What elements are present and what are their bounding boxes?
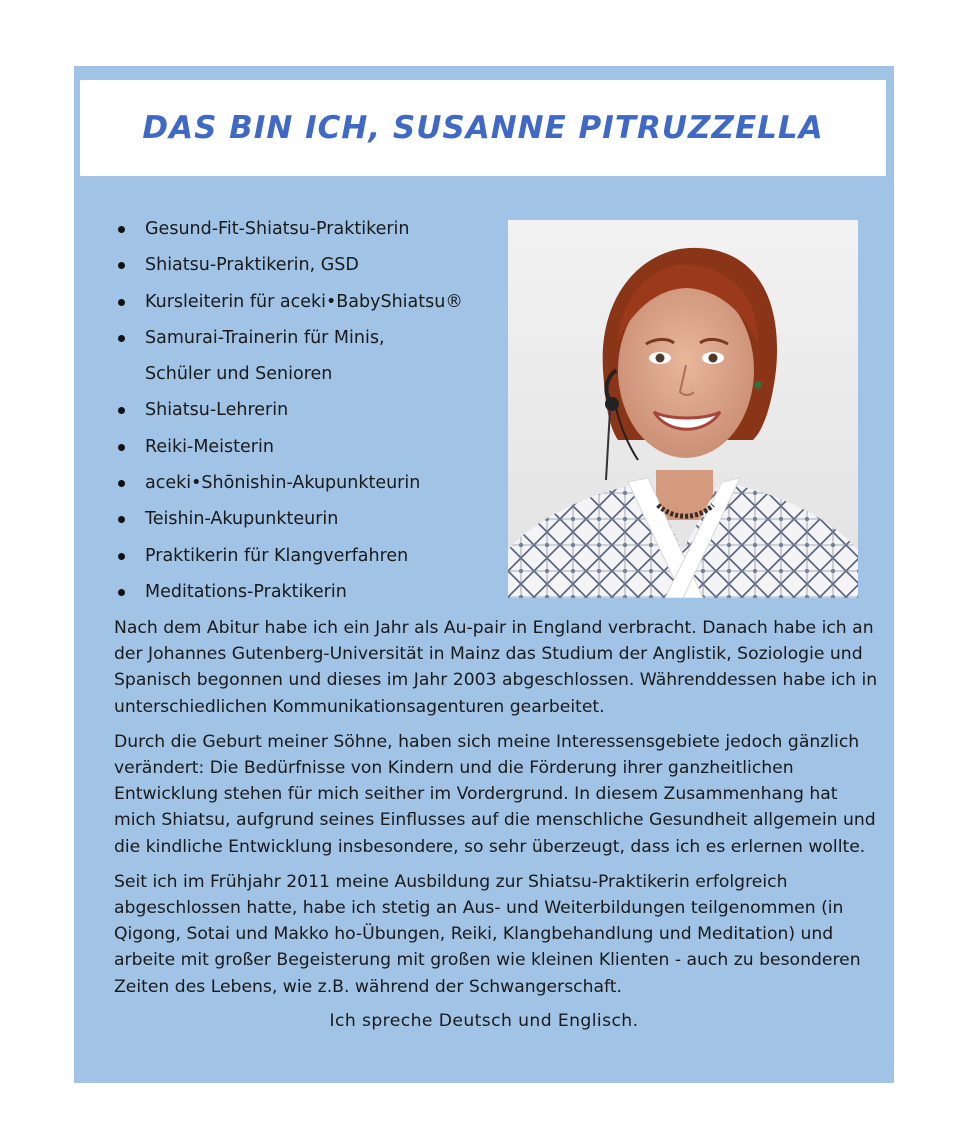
qualification-text: Meditations-Praktikerin — [145, 581, 347, 602]
qualification-text: Gesund-Fit-Shiatsu-Praktikerin — [145, 219, 410, 239]
list-item — [114, 465, 504, 501]
qualification-text: Kursleiterin für aceki•BabyShiatsu® — [145, 291, 463, 312]
qualification-text: Teishin-Akupunkteurin — [145, 509, 339, 530]
bullet-icon — [118, 407, 125, 414]
list-item — [114, 284, 504, 320]
list-item — [114, 320, 455, 393]
portrait-photo — [508, 220, 858, 598]
qualification-text: Praktikerin für Klangverfahren — [145, 545, 409, 566]
bio-paragraph: Nach dem Abitur habe ich ein Jahr als Au-pair in England verbracht. Danach habe ich an der Johannes Gutenberg-Universität in Mainz das Studium der Anglistik, Soziologie und Spanisch begonnen und dieses im Jahr 2003 abgeschlossen. Währenddessen habe ich in unterschiedlichen Kommunikationsagenturen gearbeitet. — [114, 618, 878, 717]
qualification-text: Samurai-Trainerin für Minis, Schüler und Senioren — [145, 327, 385, 385]
bullet-icon — [118, 262, 125, 269]
page-title: DAS BIN ICH, SUSANNE PITRUZZELLA — [142, 110, 824, 146]
bullet-icon — [118, 516, 125, 523]
bio-paragraph: Seit ich im Frühjahr 2011 meine Ausbildung zur Shiatsu-Praktikerin erfolgreich abgeschlossen hatte, habe ich stetig an Aus- und Weiterbildungen teilgenommen (in Qigong, Sotai und Makko ho-Übungen, Reiki, Klangbehandlung und Meditation) und arbeite mit großer Begeisterung mit großen wie kleinen Klienten - auch zu besonderen Zeiten des Lebens, wie z.B. während der Schwangerschaft. — [114, 871, 861, 997]
bullet-icon — [118, 480, 125, 487]
list-item — [114, 392, 504, 428]
bullet-icon — [118, 335, 125, 342]
qualification-text: Reiki-Meisterin — [145, 436, 274, 457]
bio-paragraph: Durch die Geburt meiner Söhne, haben sich meine Interessensgebiete jedoch gänzlich verändert: Die Bedürfnisse von Kindern und die Förderung ihrer ganzheitlichen Entwicklung stehen für mich seither im Vordergrund. In diesem Zusammenhang hat mich Shiatsu, aufgrund seines Einflusses auf die menschliche Gesundheit allgemein und die kindliche Entwicklung insbesondere, so sehr überzeugt, dass ich es erlernen wollte. — [114, 731, 876, 857]
bullet-icon — [118, 589, 125, 596]
qualification-text: aceki•Shōnishin-Akupunkteurin — [145, 473, 421, 494]
bullet-icon — [118, 299, 125, 306]
qualification-text: Shiatsu-Praktikerin, GSD — [145, 255, 359, 276]
languages-note: Ich spreche Deutsch und Englisch. — [329, 1011, 639, 1031]
list-item — [114, 501, 504, 537]
bullet-icon — [118, 553, 125, 560]
qualification-text: Shiatsu-Lehrerin — [145, 400, 289, 421]
list-item — [114, 538, 504, 574]
profile-panel — [74, 66, 894, 1083]
portrait-illustration — [508, 220, 858, 598]
list-item — [114, 211, 504, 247]
qualifications-list — [114, 211, 504, 610]
bullet-icon — [118, 226, 125, 233]
title-banner — [80, 80, 886, 176]
list-item — [114, 247, 504, 283]
bullet-icon — [118, 444, 125, 451]
biography — [114, 615, 884, 1009]
list-item — [114, 574, 504, 610]
list-item — [114, 429, 504, 465]
